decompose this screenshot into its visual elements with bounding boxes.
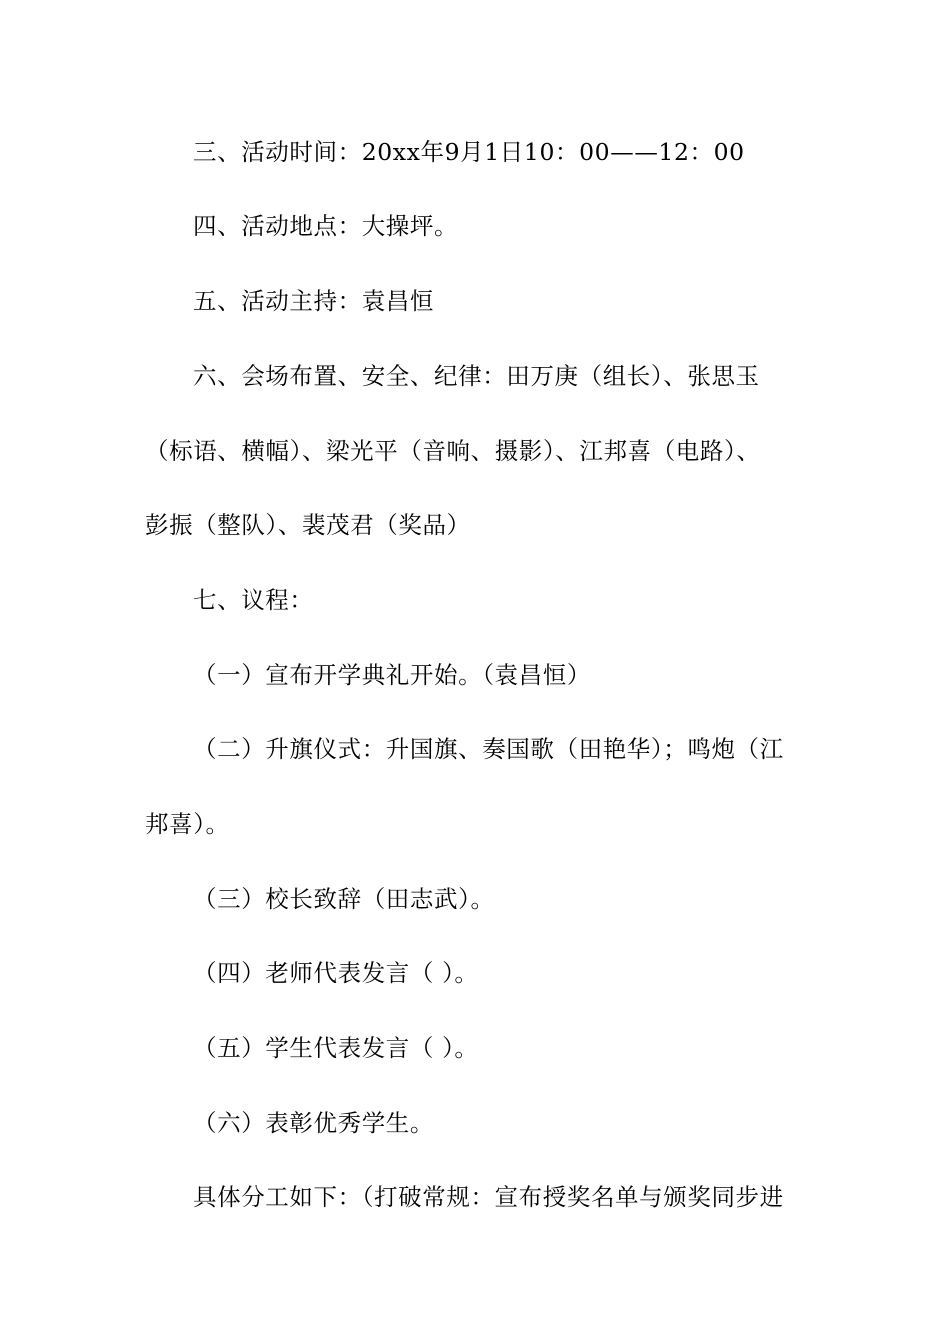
agenda-item-6: （六）表彰优秀学生。 <box>193 1109 434 1137</box>
section-activity-location: 四、活动地点：大操坪。 <box>193 212 459 240</box>
agenda-item-4: （四）老师代表发言（ ）。 <box>193 959 479 987</box>
division-of-work: 具体分工如下：（打破常规：宣布授奖名单与颁奖同步进 <box>193 1183 784 1211</box>
section-venue-arrangement-cont-2: 彭振（整队）、裴茂君（奖品） <box>145 511 471 539</box>
section-activity-time: 三、活动时间：20xx年9月1日10：00——12：00 <box>193 138 745 166</box>
section-agenda-heading: 七、议程： <box>193 586 314 614</box>
agenda-item-3: （三）校长致辞（田志武）。 <box>193 885 495 913</box>
section-venue-arrangement-cont-1: （标语、横幅）、梁光平（音响、摄影）、江邦喜（电路）、 <box>145 437 761 465</box>
agenda-item-5: （五）学生代表发言（ ）。 <box>193 1034 479 1062</box>
agenda-item-2: （二）升旗仪式：升国旗、奏国歌（田艳华）；鸣炮（江 <box>193 735 784 763</box>
agenda-item-1: （一）宣布开学典礼开始。（袁昌恒） <box>193 661 591 689</box>
section-venue-arrangement: 六、会场布置、安全、纪律：田万庚（组长）、张思玉 <box>193 362 760 390</box>
agenda-item-2-cont: 邦喜）。 <box>145 810 230 838</box>
section-activity-host: 五、活动主持：袁昌恒 <box>193 287 434 315</box>
